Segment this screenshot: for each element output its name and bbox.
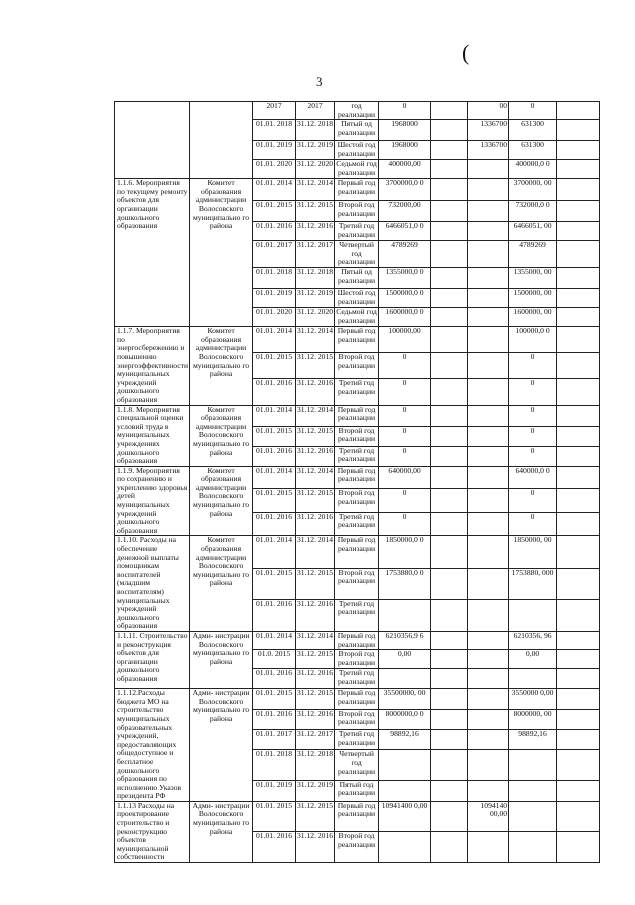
federal-cell xyxy=(431,446,468,466)
local-cell: 0 xyxy=(509,353,557,379)
activity-name-cell xyxy=(115,102,190,179)
local-cell xyxy=(509,599,557,631)
regional-cell xyxy=(468,631,509,649)
stage-cell: Второй год реализации xyxy=(335,201,379,222)
local-cell: 0,00 xyxy=(509,650,557,669)
table-row xyxy=(115,801,600,832)
stage-cell: Шестой год реализации xyxy=(335,289,379,308)
start-date-cell: 01.01. 2015 xyxy=(253,201,296,222)
total-cell: 0 xyxy=(379,426,431,446)
start-date-cell: 01.01. 2016 xyxy=(253,669,296,689)
local-cell: 0 xyxy=(509,405,557,426)
regional-cell xyxy=(468,268,509,289)
table-row xyxy=(115,405,600,426)
federal-cell xyxy=(431,141,468,160)
federal-cell xyxy=(431,536,468,568)
total-cell: 10941400 0,00 xyxy=(379,801,431,832)
executor-cell: Комитет образования администрации Волосовского муниципально го района xyxy=(190,179,253,327)
table-row xyxy=(115,536,600,568)
federal-cell xyxy=(431,466,468,489)
total-cell: 1850000,0 0 xyxy=(379,536,431,568)
total-cell: 6210356,9 6 xyxy=(379,631,431,649)
total-cell: 400000,00 xyxy=(379,160,431,179)
federal-cell xyxy=(431,120,468,141)
regional-cell xyxy=(468,379,509,405)
other-cell xyxy=(557,405,600,426)
regional-cell xyxy=(468,426,509,446)
stage-cell: Третий год реализации xyxy=(335,222,379,241)
total-cell: 0 xyxy=(379,512,431,536)
other-cell xyxy=(557,201,600,222)
regional-cell xyxy=(468,327,509,353)
start-date-cell: 01.01. 2020 xyxy=(253,308,296,327)
stage-cell: Третий год реализации xyxy=(335,512,379,536)
federal-cell xyxy=(431,489,468,513)
start-date-cell: 01.01. 2017 xyxy=(253,241,296,268)
activity-name-cell: 1.1.6. Мероприятия по текущему ремонту объектов для организации дошкольного образования xyxy=(115,179,190,327)
activity-name-cell: 1.1.7. Мероприятия по энергосбережению и повышению энергоэффективности муниципальных учреждений дошкольного образования xyxy=(115,327,190,405)
stage-cell: год реализации xyxy=(335,102,379,120)
start-date-cell: 01.01. 2015 xyxy=(253,489,296,513)
local-cell: 0 xyxy=(509,512,557,536)
regional-cell xyxy=(468,446,509,466)
start-date-cell: 01.01. 2014 xyxy=(253,536,296,568)
federal-cell xyxy=(431,308,468,327)
local-cell: 98892,16 xyxy=(509,730,557,750)
stage-cell: Третий год реализации xyxy=(335,379,379,405)
federal-cell xyxy=(431,801,468,832)
local-cell: 0 xyxy=(509,489,557,513)
end-date-cell: 31.12. 2015 xyxy=(296,689,335,709)
end-date-cell: 31.12. 2020 xyxy=(296,160,335,179)
federal-cell xyxy=(431,689,468,709)
total-cell: 1968000 xyxy=(379,141,431,160)
total-cell xyxy=(379,780,431,801)
other-cell xyxy=(557,268,600,289)
executor-cell: Адми- нистрации Волосовского муниципально го района xyxy=(190,689,253,802)
federal-cell xyxy=(431,631,468,649)
total-cell: 1355000,0 0 xyxy=(379,268,431,289)
regional-cell xyxy=(468,568,509,599)
federal-cell xyxy=(431,160,468,179)
activity-name-cell: 1.1.12.Расходы бюджета МО на строительство муниципальных образовательных учреждений, предоставляющих общедоступное и бесплатное дошкольного образования по исполнению Указов президента РФ xyxy=(115,689,190,802)
local-cell: 0 xyxy=(509,379,557,405)
stage-cell: Второй год реализации xyxy=(335,650,379,669)
activity-name-cell: 1.1.11. Строительство и реконструкция объектов для организации дошкольного образования xyxy=(115,631,190,688)
federal-cell xyxy=(431,599,468,631)
start-date-cell: 01.01. 2019 xyxy=(253,141,296,160)
stage-cell: Второй год реализации xyxy=(335,353,379,379)
regional-cell xyxy=(468,730,509,750)
federal-cell xyxy=(431,832,468,863)
local-cell: 0 xyxy=(509,102,557,120)
end-date-cell: 31.12. 2019 xyxy=(296,289,335,308)
total-cell: 732000,00 xyxy=(379,201,431,222)
regional-cell: 1336700 xyxy=(468,120,509,141)
stage-cell: Шестой год реализации xyxy=(335,141,379,160)
regional-cell xyxy=(468,466,509,489)
start-date-cell: 01.01. 2017 xyxy=(253,730,296,750)
stage-cell: Третий год реализации xyxy=(335,446,379,466)
other-cell xyxy=(557,308,600,327)
other-cell xyxy=(557,466,600,489)
start-date-cell: 01.01. 2016 xyxy=(253,709,296,729)
federal-cell xyxy=(431,327,468,353)
end-date-cell: 31.12. 2016 xyxy=(296,379,335,405)
federal-cell xyxy=(431,179,468,201)
local-cell: 6466051, 00 xyxy=(509,222,557,241)
other-cell xyxy=(557,379,600,405)
local-cell: 0 xyxy=(509,426,557,446)
total-cell: 0,00 xyxy=(379,650,431,669)
start-date-cell: 01.01. 2014 xyxy=(253,327,296,353)
total-cell: 35500000, 00 xyxy=(379,689,431,709)
other-cell xyxy=(557,179,600,201)
local-cell: 640000,0 0 xyxy=(509,466,557,489)
total-cell: 1500000,0 0 xyxy=(379,289,431,308)
regional-cell: 1094140 00,00 xyxy=(468,801,509,832)
other-cell xyxy=(557,599,600,631)
federal-cell xyxy=(431,730,468,750)
table-row xyxy=(115,631,600,649)
federal-cell xyxy=(431,669,468,689)
stage-cell: Первый год реализации xyxy=(335,689,379,709)
federal-cell xyxy=(431,102,468,120)
local-cell: 0 xyxy=(509,446,557,466)
local-cell: 1355000, 00 xyxy=(509,268,557,289)
total-cell: 640000,00 xyxy=(379,466,431,489)
federal-cell xyxy=(431,709,468,729)
local-cell: 6210356, 96 xyxy=(509,631,557,649)
end-date-cell: 31.12. 2015 xyxy=(296,201,335,222)
end-date-cell: 31.12. 2017 xyxy=(296,241,335,268)
start-date-cell: 01.01. 2016 xyxy=(253,379,296,405)
end-date-cell: 31.12. 2019 xyxy=(296,141,335,160)
start-date-cell: 01.01. 2016 xyxy=(253,222,296,241)
stage-cell: Второй год реализации xyxy=(335,426,379,446)
end-date-cell: 31.12. 2014 xyxy=(296,405,335,426)
stage-cell: Четвертый год реализации xyxy=(335,241,379,268)
start-date-cell: 01.01. 2018 xyxy=(253,268,296,289)
federal-cell xyxy=(431,289,468,308)
executor-cell: Комитет образования администрации Волосовского муниципально го района xyxy=(190,536,253,632)
local-cell: 732000,0 0 xyxy=(509,201,557,222)
end-date-cell: 31.12. 2018 xyxy=(296,120,335,141)
stage-cell: Пятый од реализации xyxy=(335,268,379,289)
end-date-cell: 31.12. 2020 xyxy=(296,308,335,327)
stage-cell: Первый год реализации xyxy=(335,466,379,489)
regional-cell xyxy=(468,289,509,308)
start-date-cell: 2017 xyxy=(253,102,296,120)
other-cell xyxy=(557,730,600,750)
other-cell xyxy=(557,426,600,446)
other-cell xyxy=(557,160,600,179)
table-row xyxy=(115,102,600,120)
regional-cell xyxy=(468,709,509,729)
executor-cell: Комитет образования администрации Волосовского муниципально го района xyxy=(190,466,253,536)
end-date-cell: 31.12. 2015 xyxy=(296,353,335,379)
start-date-cell: 01.01. 2015 xyxy=(253,568,296,599)
other-cell xyxy=(557,801,600,832)
total-cell xyxy=(379,599,431,631)
federal-cell xyxy=(431,426,468,446)
local-cell: 4789269 xyxy=(509,241,557,268)
start-date-cell: 01.01. 2015 xyxy=(253,426,296,446)
local-cell xyxy=(509,832,557,863)
end-date-cell: 31.12. 2015 xyxy=(296,650,335,669)
stage-cell: Второй год реализации xyxy=(335,709,379,729)
executor-cell: Адми- нистрации Волосовского муниципально го района xyxy=(190,631,253,688)
stage-cell: Второй год реализации xyxy=(335,489,379,513)
stage-cell: Первый год реализации xyxy=(335,536,379,568)
local-cell xyxy=(509,801,557,832)
other-cell xyxy=(557,750,600,780)
total-cell: 3700000,0 0 xyxy=(379,179,431,201)
other-cell xyxy=(557,327,600,353)
local-cell: 631300 xyxy=(509,141,557,160)
executor-cell: Комитет образования администрации Волосовского муниципально го района xyxy=(190,405,253,466)
total-cell: 100000,00 xyxy=(379,327,431,353)
other-cell xyxy=(557,536,600,568)
regional-cell xyxy=(468,179,509,201)
stage-cell: Пятый год реализации xyxy=(335,780,379,801)
other-cell xyxy=(557,489,600,513)
federal-cell xyxy=(431,512,468,536)
federal-cell xyxy=(431,780,468,801)
regional-cell xyxy=(468,308,509,327)
other-cell xyxy=(557,141,600,160)
total-cell: 0 xyxy=(379,353,431,379)
regional-cell xyxy=(468,222,509,241)
executor-cell: Комитет образования администрации Волосовского муниципально го района xyxy=(190,327,253,405)
other-cell xyxy=(557,353,600,379)
regional-cell xyxy=(468,241,509,268)
end-date-cell: 31.12. 2015 xyxy=(296,568,335,599)
total-cell: 6466051,0 0 xyxy=(379,222,431,241)
regional-cell: 1336700 xyxy=(468,141,509,160)
end-date-cell: 31.12. 2014 xyxy=(296,466,335,489)
local-cell: 3700000, 00 xyxy=(509,179,557,201)
end-date-cell: 31.12. 2018 xyxy=(296,750,335,780)
regional-cell xyxy=(468,489,509,513)
regional-cell xyxy=(468,536,509,568)
local-cell: 3550000 0,00 xyxy=(509,689,557,709)
total-cell xyxy=(379,832,431,863)
activity-name-cell: 1.1.10. Расходы на обеспечение денежной выплаты помощникам воспитателей (младшим воспитателям) муниципальных учреждений дошкольного образования xyxy=(115,536,190,632)
activity-name-cell: 1.1.8. Мероприятия специальной оценки условий труда в муниципальных учреждениях дошкольного образования xyxy=(115,405,190,466)
executor-cell: Адми- нистрации Волосовского муниципально го района xyxy=(190,801,253,862)
end-date-cell: 31.12. 2016 xyxy=(296,512,335,536)
total-cell xyxy=(379,750,431,780)
other-cell xyxy=(557,289,600,308)
federal-cell xyxy=(431,650,468,669)
other-cell xyxy=(557,650,600,669)
start-date-cell: 01.0. 2015 xyxy=(253,650,296,669)
activity-name-cell: 1.1.13 Расходы на проектирование строительство и реконструкцию объектов муниципальной собственности xyxy=(115,801,190,862)
local-cell: 1850000, 00 xyxy=(509,536,557,568)
total-cell: 98892,16 xyxy=(379,730,431,750)
local-cell: 1753880, 000 xyxy=(509,568,557,599)
end-date-cell: 31.12. 2016 xyxy=(296,832,335,863)
total-cell xyxy=(379,669,431,689)
regional-cell xyxy=(468,599,509,631)
handwritten-mark: ( xyxy=(462,40,470,65)
end-date-cell: 31.12. 2019 xyxy=(296,780,335,801)
other-cell xyxy=(557,832,600,863)
table-row xyxy=(115,689,600,709)
local-cell: 631300 xyxy=(509,120,557,141)
start-date-cell: 01.01. 2019 xyxy=(253,289,296,308)
other-cell xyxy=(557,631,600,649)
federal-cell xyxy=(431,568,468,599)
end-date-cell: 31.12. 2014 xyxy=(296,179,335,201)
total-cell: 0 xyxy=(379,405,431,426)
start-date-cell: 01.01. 2016 xyxy=(253,512,296,536)
local-cell xyxy=(509,669,557,689)
regional-cell xyxy=(468,201,509,222)
table-row xyxy=(115,179,600,201)
start-date-cell: 01.01. 2014 xyxy=(253,405,296,426)
regional-cell: 00 xyxy=(468,102,509,120)
total-cell: 0 xyxy=(379,102,431,120)
total-cell: 4789269 xyxy=(379,241,431,268)
federal-cell xyxy=(431,222,468,241)
stage-cell: Пятый од реализации xyxy=(335,120,379,141)
end-date-cell: 2017 xyxy=(296,102,335,120)
other-cell xyxy=(557,446,600,466)
regional-cell xyxy=(468,650,509,669)
start-date-cell: 01.01. 2015 xyxy=(253,353,296,379)
end-date-cell: 31.12. 2014 xyxy=(296,327,335,353)
regional-cell xyxy=(468,512,509,536)
total-cell: 1968000 xyxy=(379,120,431,141)
local-cell xyxy=(509,780,557,801)
end-date-cell: 31.12. 2016 xyxy=(296,669,335,689)
regional-cell xyxy=(468,160,509,179)
total-cell: 0 xyxy=(379,489,431,513)
stage-cell: Второй год реализации xyxy=(335,832,379,863)
federal-cell xyxy=(431,268,468,289)
start-date-cell: 01.01. 2015 xyxy=(253,801,296,832)
table-row xyxy=(115,327,600,353)
start-date-cell: 01.01. 2016 xyxy=(253,446,296,466)
local-cell: 100000,0 0 xyxy=(509,327,557,353)
end-date-cell: 31.12. 2016 xyxy=(296,446,335,466)
program-activities-table xyxy=(114,101,600,863)
other-cell xyxy=(557,669,600,689)
total-cell: 1600000,0 0 xyxy=(379,308,431,327)
table-row xyxy=(115,466,600,489)
stage-cell: Первый год реализации xyxy=(335,179,379,201)
start-date-cell: 01.01. 2014 xyxy=(253,631,296,649)
other-cell xyxy=(557,120,600,141)
other-cell xyxy=(557,222,600,241)
other-cell xyxy=(557,568,600,599)
end-date-cell: 31.12. 2016 xyxy=(296,599,335,631)
total-cell: 1753880,0 0 xyxy=(379,568,431,599)
start-date-cell: 01.01. 2018 xyxy=(253,750,296,780)
local-cell: 8000000, 00 xyxy=(509,709,557,729)
regional-cell xyxy=(468,689,509,709)
federal-cell xyxy=(431,750,468,780)
federal-cell xyxy=(431,201,468,222)
total-cell: 0 xyxy=(379,446,431,466)
other-cell xyxy=(557,102,600,120)
regional-cell xyxy=(468,669,509,689)
start-date-cell: 01.01. 2019 xyxy=(253,780,296,801)
regional-cell xyxy=(468,750,509,780)
start-date-cell: 01.01. 2018 xyxy=(253,120,296,141)
other-cell xyxy=(557,709,600,729)
regional-cell xyxy=(468,353,509,379)
federal-cell xyxy=(431,379,468,405)
stage-cell: Первый год реализации xyxy=(335,801,379,832)
other-cell xyxy=(557,241,600,268)
local-cell: 1500000, 00 xyxy=(509,289,557,308)
end-date-cell: 31.12. 2016 xyxy=(296,709,335,729)
stage-cell: Третий год реализации xyxy=(335,599,379,631)
stage-cell: Первый год реализации xyxy=(335,405,379,426)
federal-cell xyxy=(431,353,468,379)
end-date-cell: 31.12. 2016 xyxy=(296,222,335,241)
stage-cell: Седьмой год реализации xyxy=(336,307,377,325)
end-date-cell: 31.12. 2015 xyxy=(296,426,335,446)
other-cell xyxy=(557,512,600,536)
end-date-cell: 31.12. 2014 xyxy=(296,536,335,568)
stage-cell: Третий год реализации xyxy=(335,669,379,689)
federal-cell xyxy=(431,405,468,426)
stage-cell: Седьмой год реализации xyxy=(336,159,377,177)
local-cell xyxy=(509,750,557,780)
regional-cell xyxy=(468,780,509,801)
end-date-cell: 31.12. 2018 xyxy=(296,268,335,289)
activity-name-cell: 1.1.9. Мероприятия по сохранению и укреплению здоровья детей муниципальных учреждений дошкольного образования xyxy=(115,466,190,536)
regional-cell xyxy=(468,832,509,863)
federal-cell xyxy=(431,241,468,268)
end-date-cell: 31.12. 2017 xyxy=(296,730,335,750)
start-date-cell: 01.01. 2016 xyxy=(253,832,296,863)
local-cell: 400000,0 0 xyxy=(509,160,557,179)
start-date-cell: 01.01. 2020 xyxy=(253,160,296,179)
start-date-cell: 01.01. 2016 xyxy=(253,599,296,631)
stage-cell: Четвертый год реализации xyxy=(335,750,379,780)
page-number: 3 xyxy=(316,74,323,89)
end-date-cell: 31.12. 2014 xyxy=(296,631,335,649)
stage-cell: Первый год реализации xyxy=(335,327,379,353)
stage-cell: Третий год реализации xyxy=(335,730,379,750)
other-cell xyxy=(557,689,600,709)
start-date-cell: 01.01. 2014 xyxy=(253,179,296,201)
other-cell xyxy=(557,780,600,801)
start-date-cell: 01.01. 2014 xyxy=(253,466,296,489)
total-cell: 8000000,0 0 xyxy=(379,709,431,729)
start-date-cell: 01.01. 2015 xyxy=(253,689,296,709)
stage-cell: Второй год реализации xyxy=(335,568,379,599)
end-date-cell: 31.12. 2015 xyxy=(296,801,335,832)
total-cell: 0 xyxy=(379,379,431,405)
stage-cell: Первый год реализации xyxy=(335,631,379,649)
end-date-cell: 31.12. 2015 xyxy=(296,489,335,513)
local-cell: 1600000, 00 xyxy=(509,308,557,327)
executor-cell xyxy=(190,102,253,179)
regional-cell xyxy=(468,405,509,426)
